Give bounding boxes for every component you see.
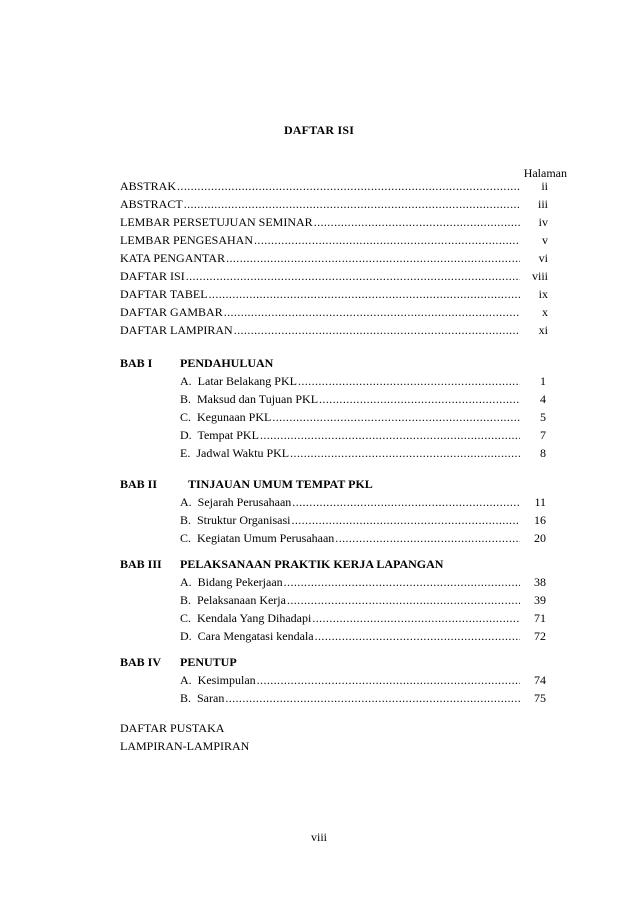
toc-subentry bbox=[180, 409, 520, 425]
chapter-title: PENUTUP bbox=[180, 655, 237, 669]
page-title: DAFTAR ISI bbox=[283, 123, 355, 137]
toc-entry bbox=[120, 286, 520, 302]
footer-page-number: viii bbox=[310, 830, 327, 844]
toc-subentry-label: C. Kendala Yang Dihadapi bbox=[180, 611, 312, 625]
toc-subentry-label: B. Pelaksanaan Kerja bbox=[180, 593, 286, 607]
dot-leader bbox=[176, 178, 520, 194]
toc-subentry bbox=[180, 427, 520, 443]
toc-back-entry: DAFTAR PUSTAKA bbox=[120, 721, 225, 735]
toc-subentry-label: E. Jadwal Waktu PKL bbox=[180, 446, 290, 460]
toc-entry-page: viii bbox=[531, 269, 548, 283]
toc-entry bbox=[120, 232, 520, 248]
dot-leader bbox=[256, 672, 520, 688]
toc-subentry-page: 11 bbox=[534, 495, 546, 509]
toc-entry-label: DAFTAR ISI bbox=[120, 269, 185, 283]
toc-entry-page: iii bbox=[537, 197, 548, 211]
dot-leader bbox=[185, 268, 520, 284]
toc-entry-page: xi bbox=[538, 323, 548, 337]
toc-entry-label: LEMBAR PERSETUJUAN SEMINAR bbox=[120, 215, 313, 229]
toc-entry-page: vi bbox=[538, 251, 548, 265]
toc-subentry-page: 4 bbox=[540, 392, 546, 406]
toc-entry-label: LEMBAR PENGESAHAN bbox=[120, 233, 254, 247]
toc-subentry-label: A. Sejarah Perusahaan bbox=[180, 495, 292, 509]
dot-leader bbox=[286, 592, 520, 608]
toc-entry-page: ix bbox=[538, 287, 548, 301]
toc-entry-page: ii bbox=[541, 179, 548, 193]
chapter-code: BAB IV bbox=[120, 655, 162, 669]
toc-subentry bbox=[180, 690, 520, 706]
toc-subentry-page: 1 bbox=[540, 374, 546, 388]
toc-entry bbox=[120, 322, 520, 338]
toc-subentry-label: C. Kegiatan Umum Perusahaan bbox=[180, 531, 335, 545]
chapter-title: PELAKSANAAN PRAKTIK KERJA LAPANGAN bbox=[180, 557, 444, 571]
dot-leader bbox=[253, 232, 520, 248]
toc-entry bbox=[120, 214, 520, 230]
toc-subentry-label: A. Latar Belakang PKL bbox=[180, 374, 297, 388]
toc-entry-label: DAFTAR TABEL bbox=[120, 287, 208, 301]
toc-subentry bbox=[180, 530, 520, 546]
toc-subentry-page: 20 bbox=[534, 531, 546, 545]
dot-leader bbox=[224, 690, 520, 706]
dot-leader bbox=[233, 322, 520, 338]
dot-leader bbox=[208, 286, 520, 302]
toc-subentry bbox=[180, 494, 520, 510]
toc-subentry-page: 8 bbox=[540, 446, 546, 460]
toc-entry bbox=[120, 250, 520, 266]
toc-subentry bbox=[180, 574, 520, 590]
toc-entry bbox=[120, 304, 520, 320]
toc-back-entry: LAMPIRAN-LAMPIRAN bbox=[120, 739, 250, 753]
toc-subentry-label: A. Kesimpulan bbox=[180, 673, 256, 687]
toc-entry-page: iv bbox=[538, 215, 548, 229]
toc-subentry-label: B. Maksud dan Tujuan PKL bbox=[180, 392, 319, 406]
toc-subentry bbox=[180, 592, 520, 608]
toc-subentry-label: A. Bidang Pekerjaan bbox=[180, 575, 283, 589]
toc-subentry-label: B. Struktur Organisasi bbox=[180, 513, 291, 527]
chapter-code: BAB I bbox=[120, 356, 153, 370]
chapter-title: PENDAHULUAN bbox=[180, 356, 274, 370]
toc-subentry-page: 72 bbox=[534, 629, 546, 643]
dot-leader bbox=[223, 304, 520, 320]
toc-subentry-label: B. Saran bbox=[180, 691, 225, 705]
toc-entry-label: ABSTRACT bbox=[120, 197, 183, 211]
toc-entry bbox=[120, 196, 520, 212]
toc-entry-label: DAFTAR LAMPIRAN bbox=[120, 323, 233, 337]
toc-subentry bbox=[180, 373, 520, 389]
toc-entry-label: ABSTRAK bbox=[120, 179, 177, 193]
toc-subentry bbox=[180, 512, 520, 528]
toc-subentry-label: D. Cara Mengatasi kendala bbox=[180, 629, 314, 643]
toc-subentry-label: D. Tempat PKL bbox=[180, 428, 259, 442]
toc-subentry-page: 16 bbox=[534, 513, 546, 527]
toc-subentry-page: 71 bbox=[534, 611, 546, 625]
dot-leader bbox=[225, 250, 520, 266]
chapter-code: BAB III bbox=[120, 557, 162, 571]
toc-entry-label: KATA PENGANTAR bbox=[120, 251, 226, 265]
toc-subentry-label: C. Kegunaan PKL bbox=[180, 410, 272, 424]
toc-subentry-page: 5 bbox=[540, 410, 546, 424]
dot-leader bbox=[259, 427, 520, 443]
toc-subentry bbox=[180, 391, 520, 407]
dot-leader bbox=[283, 574, 520, 590]
toc-entry bbox=[120, 268, 520, 284]
toc-subentry-page: 75 bbox=[534, 691, 546, 705]
halaman-label: Halaman bbox=[523, 166, 567, 180]
toc-entry-page: x bbox=[542, 305, 548, 319]
toc-entry-label: DAFTAR GAMBAR bbox=[120, 305, 223, 319]
dot-leader bbox=[271, 409, 520, 425]
toc-subentry-page: 74 bbox=[534, 673, 546, 687]
toc-subentry bbox=[180, 628, 520, 644]
toc-subentry-page: 7 bbox=[540, 428, 546, 442]
toc-subentry bbox=[180, 445, 520, 461]
toc-subentry-page: 38 bbox=[534, 575, 546, 589]
chapter-title: TINJAUAN UMUM TEMPAT PKL bbox=[188, 477, 373, 491]
toc-subentry bbox=[180, 672, 520, 688]
toc-subentry-page: 39 bbox=[534, 593, 546, 607]
toc-entry bbox=[120, 178, 520, 194]
toc-subentry bbox=[180, 610, 520, 626]
toc-entry-page: v bbox=[542, 233, 548, 247]
chapter-code: BAB II bbox=[120, 477, 158, 491]
dot-leader bbox=[183, 196, 520, 212]
